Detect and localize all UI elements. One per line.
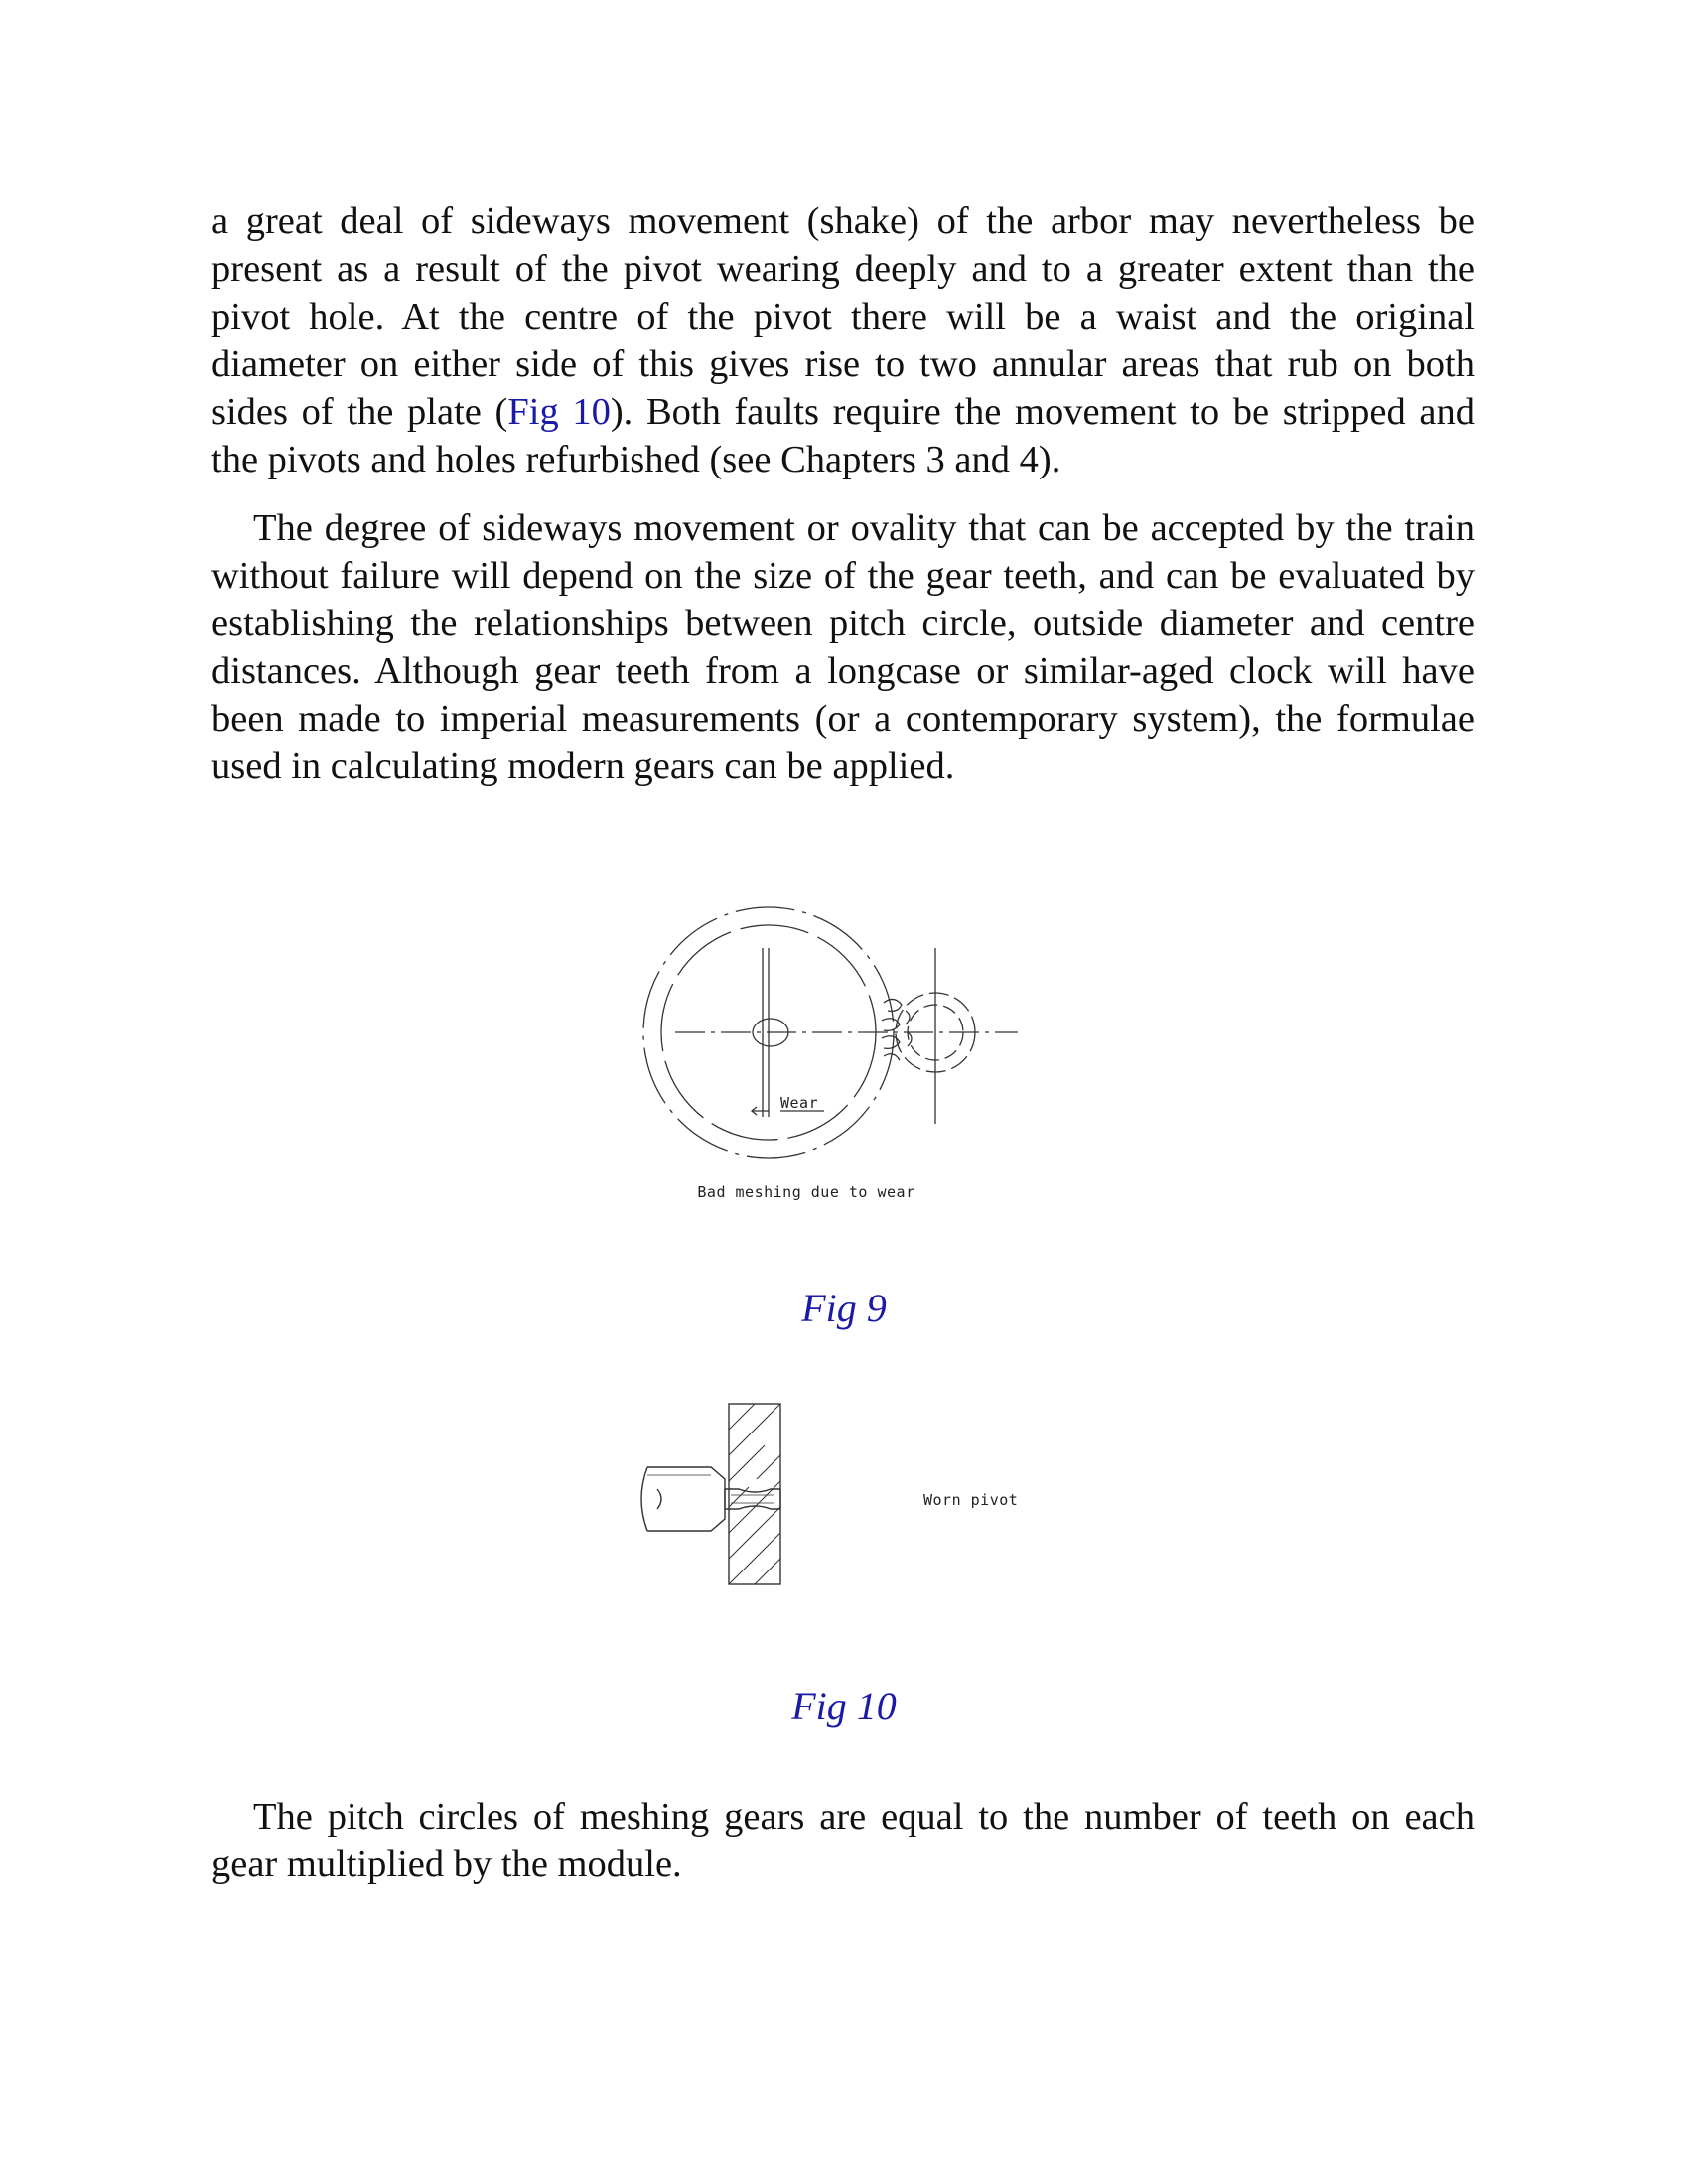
fig10-caption: Fig 10 xyxy=(791,1684,897,1728)
pinion-teeth xyxy=(906,1011,912,1046)
worn-pivot xyxy=(725,1489,780,1509)
fig10-diagram xyxy=(641,1404,780,1584)
wear-label: Wear xyxy=(780,1094,819,1112)
paragraph-shake-text-start: a great deal of sideways movement (shake) of the arbor may nevertheless be present as a result of the pivot wearing deeply and to a greater extent than the pivot hole. At the centre of the pivot there will be a waist and the original diameter on either side of this gives rise to two annular areas that rub on both sides of the plate ( xyxy=(211,201,1475,433)
arbor-shoulder xyxy=(647,1467,725,1531)
paragraph-ovality: The degree of sideways movement or ovality that can be accepted by the train without failure will depend on the size of the gear teeth, and can be evaluated by establishing the relationships between pitch circle, outside diameter and centre distances. Although gear teeth from a longcase or similar-aged clock will have been made to imperial measurements (or a contemporary system), the formulae used in calculating modern gears can be applied. xyxy=(211,507,1475,787)
paragraph-shake-text-end: ). Both faults require the movement to be stripped and the pivots and holes refurbished (see Chapters 3 and 4). xyxy=(211,391,1476,480)
plate-hatching xyxy=(729,1404,780,1584)
paragraph-pitch-circles: The pitch circles of meshing gears are equal to the number of teeth on each gear multiplied by the module. xyxy=(211,1796,1475,1885)
fig9-caption: Fig 9 xyxy=(801,1286,887,1330)
worn-pivot-label: Worn pivot xyxy=(923,1491,1019,1509)
arbor-break-inner xyxy=(657,1489,661,1509)
arbor-break xyxy=(641,1467,647,1531)
plate-section xyxy=(729,1404,780,1584)
fig10-reference-link[interactable]: Fig 10 xyxy=(507,391,611,433)
fig9-diagram-caption: Bad meshing due to wear xyxy=(697,1183,915,1201)
